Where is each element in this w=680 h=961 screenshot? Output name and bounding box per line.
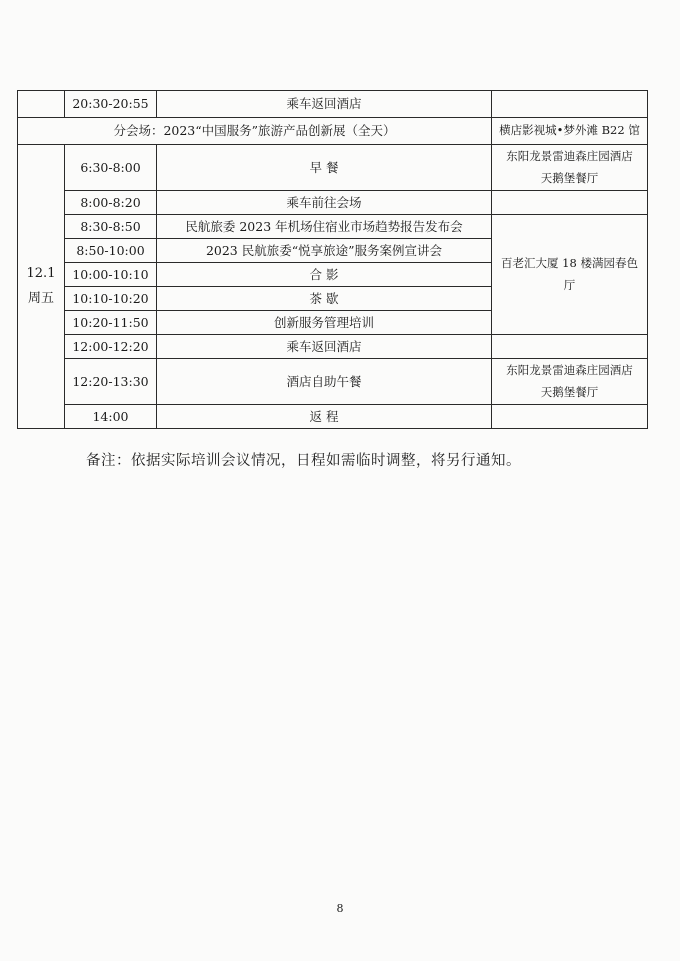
table-row xyxy=(18,335,648,359)
table-row xyxy=(18,118,648,145)
event-cell: 返 程 xyxy=(157,405,492,429)
venue-cell xyxy=(492,359,648,405)
day-cell xyxy=(18,145,65,429)
time-cell: 12:20-13:30 xyxy=(65,359,157,405)
venue-cell xyxy=(492,335,648,359)
event-cell: 民航旅委 2023 年机场住宿业市场趋势报告发布会 xyxy=(157,215,492,239)
time-cell: 8:00-8:20 xyxy=(65,191,157,215)
venue-cell xyxy=(492,145,648,191)
event-cell: 乘车前往会场 xyxy=(157,191,492,215)
venue-line: 东阳龙景雷迪森庄园酒店 xyxy=(506,148,633,163)
event-cell: 乘车返回酒店 xyxy=(157,91,492,118)
time-cell: 10:20-11:50 xyxy=(65,311,157,335)
venue-line: 天鹅堡餐厅 xyxy=(540,384,599,399)
time-cell: 14:00 xyxy=(65,405,157,429)
event-cell: 创新服务管理培训 xyxy=(157,311,492,335)
time-cell: 8:30-8:50 xyxy=(65,215,157,239)
event-cell: 2023 民航旅委“悦享旅途”服务案例宣讲会 xyxy=(157,239,492,263)
schedule-table xyxy=(17,90,648,429)
footnote: 备注：依据实际培训会议情况，日程如需临时调整，将另行通知。 xyxy=(86,453,521,469)
weekday-label: 周五 xyxy=(27,290,54,306)
venue-line: 百老汇大厦 18 楼满园春色 xyxy=(501,255,638,270)
venue-cell xyxy=(492,405,648,429)
time-cell: 8:50-10:00 xyxy=(65,239,157,263)
table-row xyxy=(18,405,648,429)
event-cell: 乘车返回酒店 xyxy=(157,335,492,359)
table-row xyxy=(18,215,648,239)
venue-cell xyxy=(492,191,648,215)
date-label: 12.1 xyxy=(26,265,56,281)
time-cell: 20:30-20:55 xyxy=(65,91,157,118)
merged-venue-cell xyxy=(492,215,648,335)
venue-line: 天鹅堡餐厅 xyxy=(540,170,599,185)
table-row xyxy=(18,145,648,191)
event-cell: 茶 歇 xyxy=(157,287,492,311)
time-cell: 6:30-8:00 xyxy=(65,145,157,191)
event-cell: 合 影 xyxy=(157,263,492,287)
venue-line: 东阳龙景雷迪森庄园酒店 xyxy=(506,362,633,377)
table-row xyxy=(18,191,648,215)
venue-cell xyxy=(492,91,648,118)
event-cell: 早 餐 xyxy=(157,145,492,191)
time-cell: 12:00-12:20 xyxy=(65,335,157,359)
blank-date-cell xyxy=(18,91,65,118)
subvenue-venue: 横店影视城•梦外滩 B22 馆 xyxy=(492,118,648,145)
table-row xyxy=(18,359,648,405)
page-number: 8 xyxy=(336,902,344,915)
time-cell: 10:00-10:10 xyxy=(65,263,157,287)
venue-line: 厅 xyxy=(563,277,576,292)
event-cell: 酒店自助午餐 xyxy=(157,359,492,405)
subvenue-label: 分会场：2023“中国服务”旅游产品创新展（全天） xyxy=(18,118,492,145)
time-cell: 10:10-10:20 xyxy=(65,287,157,311)
table-row xyxy=(18,91,648,118)
